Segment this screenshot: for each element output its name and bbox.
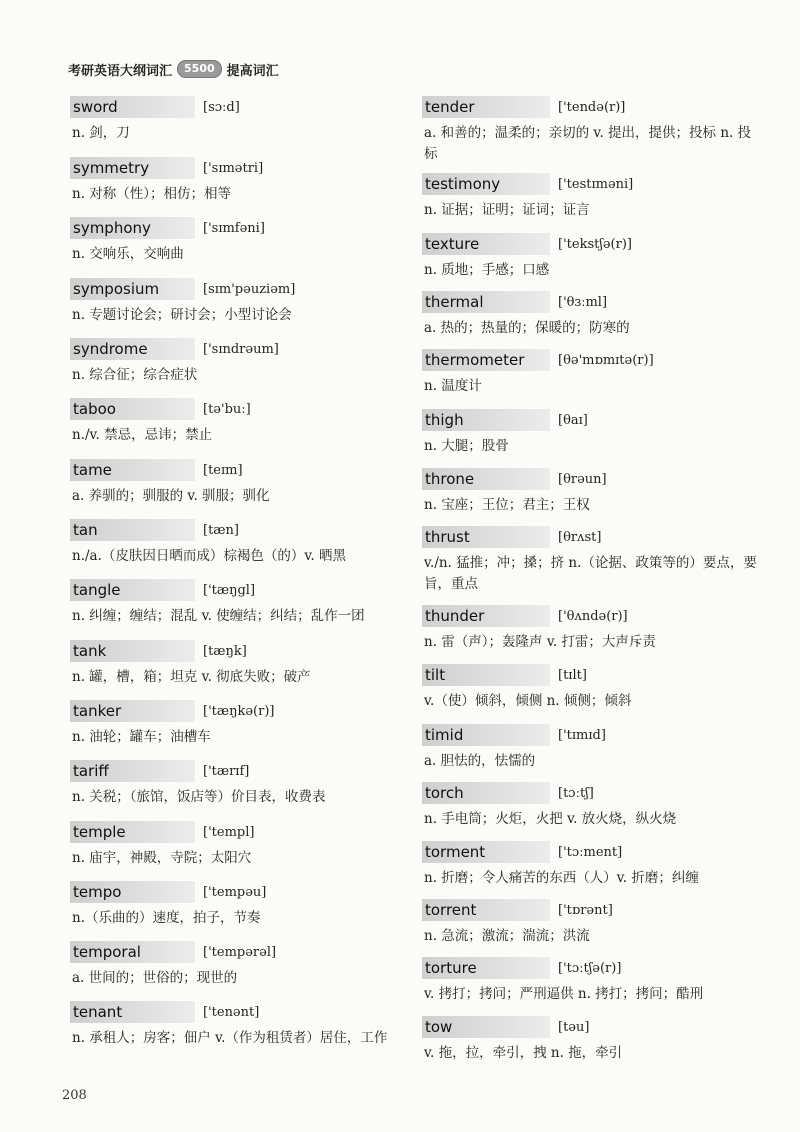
entry-definition: n./v. 禁忌，忌讳；禁止 [72,427,213,443]
entry-definition: n. 承租人；房客；佃户 v.（作为租赁者）居住，工作 [72,1030,388,1046]
entry-definition: v. 拷打；拷问；严刑逼供 n. 拷打；拷问；酷刑 [424,986,704,1002]
entry-phonetic: [tɔːtʃ] [558,785,594,801]
entry-word: thrust [422,526,550,548]
entry-definition: n. 宝座；王位；君主；王权 [424,497,590,513]
entry-head [70,397,400,421]
entry-definition: a. 养驯的；驯服的 v. 驯服；驯化 [72,488,270,504]
entry-head [70,759,400,783]
entry-phonetic: ['tempəu] [203,884,267,900]
entry-word: timid [422,724,550,746]
entry-definition: n. 折磨；令人痛苦的东西（人）v. 折磨；纠缠 [424,870,699,886]
entry-definition: a. 热的；热量的；保暖的；防寒的 [424,320,630,336]
header-title: 考研英语大纲词汇 [68,63,173,79]
entry-head [70,940,400,964]
vocab-entry [70,95,400,144]
entry-head [70,639,400,663]
entry-word: taboo [70,398,195,420]
vocab-entry [70,820,400,869]
entry-phonetic: ['tɔːtʃə(r)] [558,960,622,976]
entry-phonetic: ['sɪmfəni] [203,220,265,236]
entry-head [70,880,400,904]
entry-phonetic: ['sɪmətri] [203,160,264,176]
vocab-entry [70,759,400,808]
entry-word: tank [70,640,195,662]
entry-head [422,898,762,922]
vocab-entry [70,156,400,205]
entry-definition: n. 关税；（旅馆，饭店等）价目表，收费表 [72,789,326,805]
entry-phonetic: ['tendə(r)] [558,99,626,115]
entry-definition: n. 庙宇，神殿，寺院；太阳穴 [72,850,252,866]
vocab-entry [422,723,762,772]
entry-word: texture [422,233,550,255]
entry-head [422,1015,762,1039]
entry-definition: n. 纠缠；缠结；混乱 v. 使缠结；纠结；乱作一团 [72,608,365,624]
entry-definition: n. 手电筒；火炬，火把 v. 放火烧，纵火烧 [424,811,677,827]
entry-word: tariff [70,760,195,782]
entry-definition: n./a.（皮肤因日晒而成）棕褐色（的）v. 晒黑 [72,548,346,564]
entry-head [422,723,762,747]
entry-definition: n. 交响乐，交响曲 [72,246,184,262]
entry-word: thermal [422,291,550,313]
entry-definition: n. 证据；证明；证词；证言 [424,202,590,218]
entry-head [70,578,400,602]
vocab-entry [422,604,762,653]
entry-word: temple [70,821,195,843]
vocab-entry [70,518,400,567]
entry-word: symposium [70,278,195,300]
entry-phonetic: ['tæŋkə(r)] [203,703,275,719]
entry-word: thunder [422,605,550,627]
vocab-entry [422,95,762,165]
vocab-entry [70,880,400,929]
page-number: 208 [62,1088,87,1103]
entry-phonetic: ['sɪndrəum] [203,341,279,357]
header-subtitle: 提高词汇 [226,63,279,79]
entry-word: tilt [422,664,550,686]
entry-phonetic: ['tɔːment] [558,844,623,860]
entry-definition: a. 和善的；温柔的；亲切的 v. 提出，提供；投标 n. 投标 [424,125,752,162]
entry-definition: n. 质地；手感；口感 [424,262,550,278]
entry-definition: n. 雷（声）；轰隆声 v. 打雷；大声斥责 [424,634,656,650]
entry-word: tan [70,519,195,541]
entry-head [422,840,762,864]
entry-word: torch [422,782,550,804]
vocab-entry [70,1000,400,1049]
entry-definition: n. 剑，刀 [72,125,130,141]
vocab-entry [70,639,400,688]
entry-phonetic: ['tenənt] [203,1004,260,1020]
entry-phonetic: [tɪlt] [558,667,587,683]
vocab-entry [422,348,762,397]
entry-word: tenant [70,1001,195,1023]
vocab-entry [422,290,762,339]
vocab-entry [70,277,400,326]
vocab-entry [422,1015,762,1064]
entry-head [422,525,762,549]
vocab-entry [422,525,762,595]
entry-phonetic: ['tempərəl] [203,944,277,960]
entry-definition: a. 世间的；世俗的；现世的 [72,970,238,986]
entry-phonetic: [teɪm] [203,462,243,478]
vocab-entry [422,172,762,221]
entry-phonetic: ['tekstʃə(r)] [558,236,632,252]
entry-head [70,820,400,844]
entry-definition: n. 对称（性）；相仿；相等 [72,186,232,202]
entry-head [422,604,762,628]
entry-definition: a. 胆怯的，怯懦的 [424,753,536,769]
entry-word: tame [70,459,195,481]
entry-word: tempo [70,881,195,903]
vocab-entry [422,956,762,1005]
entry-definition: n. 急流；激流；湍流；洪流 [424,928,590,944]
entry-head [422,290,762,314]
entry-head [70,337,400,361]
entry-phonetic: ['tɪmɪd] [558,727,606,743]
entry-definition: n.（乐曲的）速度，拍子，节奏 [72,910,261,926]
vocab-entry [422,232,762,281]
entry-head [422,95,762,119]
entry-definition: v. 拖，拉，牵引，拽 n. 拖，牵引 [424,1045,623,1061]
entry-phonetic: [tæŋk] [203,643,247,659]
vocab-entry [70,940,400,989]
entry-head [70,156,400,180]
entry-definition: v.（使）倾斜，倾侧 n. 倾侧；倾斜 [424,693,632,709]
entry-phonetic: [təu] [558,1019,590,1035]
entry-head [422,348,762,372]
entry-word: tanker [70,700,195,722]
entry-phonetic: [θaɪ] [558,412,588,428]
page-header [68,58,279,80]
vocab-entry [70,578,400,627]
entry-word: torrent [422,899,550,921]
vocab-entry [422,467,762,516]
entry-phonetic: ['θɜːml] [558,294,608,310]
entry-definition: n. 大腿；股骨 [424,438,509,454]
vocab-entry [70,337,400,386]
vocab-entry [70,216,400,265]
entry-phonetic: [sɪm'pəuziəm] [203,281,296,297]
entry-phonetic: [tə'buː] [203,401,251,417]
entry-phonetic: ['θʌndə(r)] [558,608,628,624]
entry-phonetic: ['templ] [203,824,255,840]
entry-word: testimony [422,173,550,195]
entry-word: temporal [70,941,195,963]
entry-head [422,172,762,196]
entry-phonetic: ['tæŋgl] [203,582,256,598]
entry-head [70,1000,400,1024]
entry-word: thermometer [422,349,550,371]
entry-phonetic: [θrəun] [558,471,607,487]
entry-definition: n. 专题讨论会；研讨会；小型讨论会 [72,307,292,323]
vocab-entry [422,898,762,947]
entry-head [422,956,762,980]
entry-phonetic: ['testɪməni] [558,176,634,192]
vocab-entry [422,663,762,712]
entry-word: sword [70,96,195,118]
entry-head [422,467,762,491]
entry-definition: n. 综合征；综合症状 [72,367,198,383]
vocab-entry [422,840,762,889]
entry-head [70,277,400,301]
entry-definition: n. 油轮；罐车；油槽车 [72,729,211,745]
entry-head [422,408,762,432]
entry-word: tangle [70,579,195,601]
entry-head [70,518,400,542]
vocab-entry [422,781,762,830]
entry-head [422,232,762,256]
entry-phonetic: [θrʌst] [558,529,602,545]
entry-word: tender [422,96,550,118]
entry-phonetic: [tæn] [203,522,239,538]
entry-phonetic: ['tærɪf] [203,763,250,779]
entry-head [70,95,400,119]
entry-phonetic: [θə'mɒmɪtə(r)] [558,352,654,368]
entry-head [422,663,762,687]
entry-definition: n. 温度计 [424,378,482,394]
entry-word: torture [422,957,550,979]
entry-phonetic: [sɔːd] [203,99,240,115]
vocab-entry [70,458,400,507]
entry-word: thigh [422,409,550,431]
entry-word: symmetry [70,157,195,179]
vocab-entry [70,699,400,748]
entry-definition: v./n. 猛推；冲；搡；挤 n.（论据、政策等的）要点，要旨，重点 [424,555,757,592]
vocab-entry [70,397,400,446]
entry-definition: n. 罐，槽，箱；坦克 v. 彻底失败；破产 [72,669,311,685]
entry-head [422,781,762,805]
entry-word: symphony [70,217,195,239]
entry-word: throne [422,468,550,490]
entry-word: tow [422,1016,550,1038]
entry-word: syndrome [70,338,195,360]
entry-word: torment [422,841,550,863]
entry-head [70,458,400,482]
entry-head [70,216,400,240]
vocab-entry [422,408,762,457]
entry-phonetic: ['tɒrənt] [558,902,613,918]
header-badge: 5500 [177,60,222,78]
entry-head [70,699,400,723]
